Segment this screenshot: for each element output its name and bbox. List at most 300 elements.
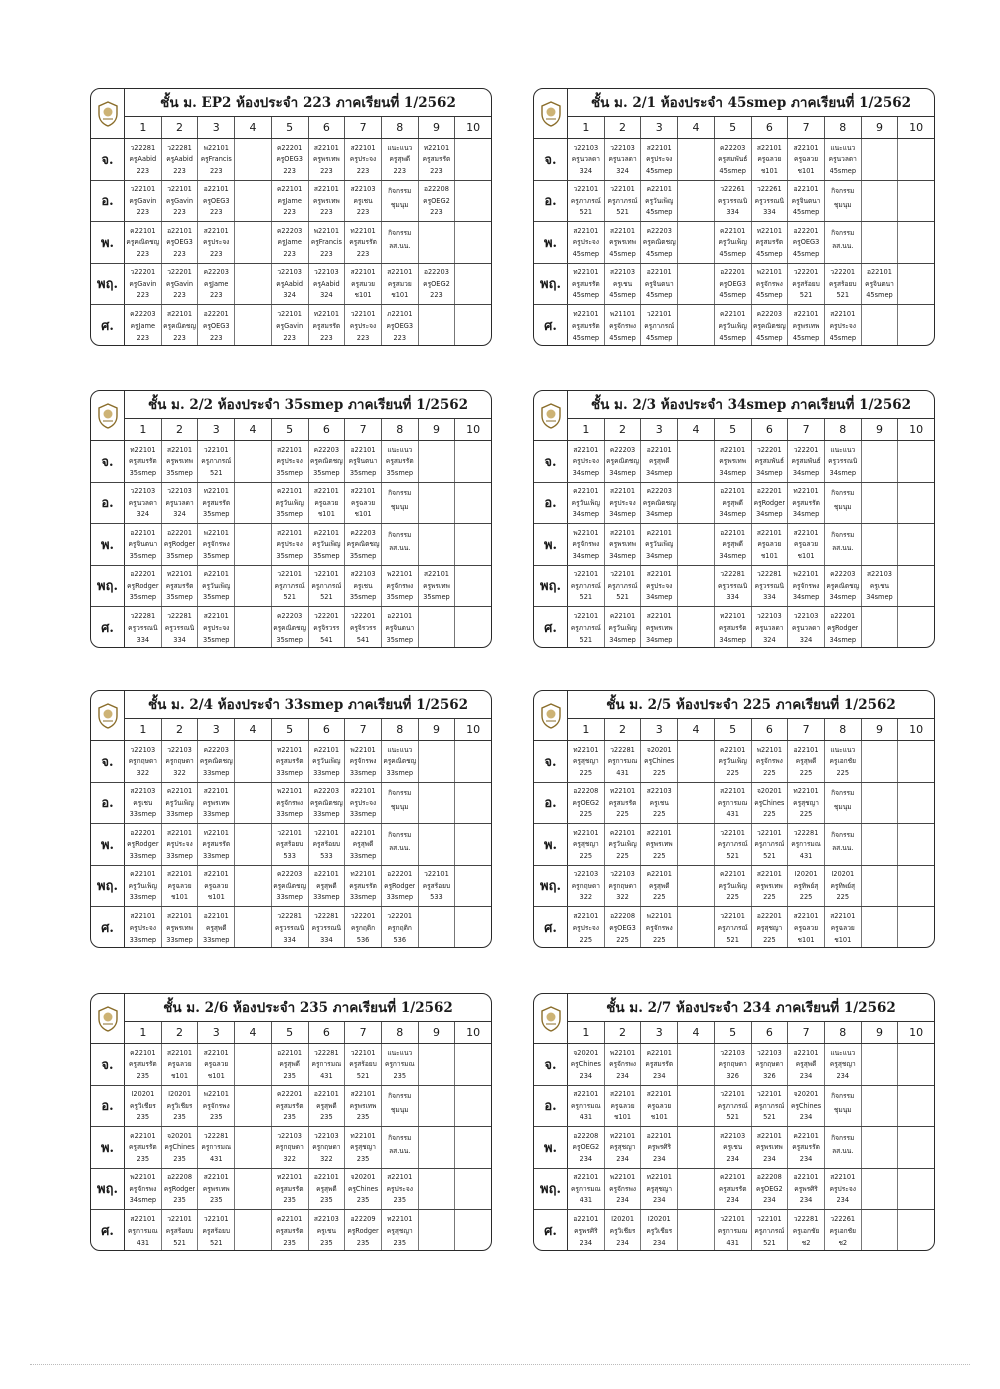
cell-text: 324 — [579, 166, 593, 175]
cell-text: 431 — [136, 1238, 150, 1247]
cell-text: ส22101 — [130, 911, 156, 920]
cell-text: อ22201 — [167, 528, 193, 537]
cell-text: 521 — [356, 1071, 370, 1080]
cell-text: ครูภาภรณ์ — [607, 581, 638, 590]
cell-text: 45smep — [646, 333, 673, 342]
cell-text: 235 — [356, 1196, 370, 1205]
card-title: ชั้น ม. EP2 ห้องประจำ 223 ภาคเรียนที่ 1/2562 — [125, 89, 491, 117]
cell-text: 235 — [136, 1113, 150, 1122]
cell-text: 234 — [652, 1071, 666, 1080]
period-number: 4 — [678, 117, 715, 138]
cell-text: ครูกฤษดา — [718, 1060, 747, 1069]
cell-text: 431 — [579, 1113, 593, 1122]
day-row — [91, 181, 491, 223]
cell-text: ครูสุพดี — [795, 757, 817, 766]
timetable-cell — [752, 441, 789, 482]
cell-text: 234 — [726, 1154, 739, 1163]
cell-text: 45smep — [829, 166, 857, 175]
cell-text: ว22281 — [167, 611, 192, 620]
cell-text: 34smep — [572, 468, 600, 477]
cell-text: อ22201 — [756, 487, 782, 496]
cell-text: ส22103 — [720, 1131, 746, 1140]
timetable-cell — [382, 1044, 419, 1085]
cell-text: ช101 — [614, 1113, 632, 1122]
cell-text: ครูนวลดา — [608, 155, 637, 164]
cell-text: ครูAabid — [313, 279, 340, 288]
cell-text: ท22101 — [793, 787, 819, 796]
cell-text: อ22101 — [793, 1048, 819, 1057]
day-label: พ. — [534, 524, 568, 565]
cell-text: 33smep — [129, 810, 157, 819]
cell-text: 225 — [836, 768, 850, 777]
timetable-cell — [641, 305, 678, 346]
timetable-cell — [825, 1210, 862, 1251]
cell-text: ว22101 — [757, 828, 782, 837]
cell-text: ครูวิเชียร — [166, 1101, 193, 1110]
cell-text: ว22201 — [314, 611, 339, 620]
cell-text: ส22103 — [350, 185, 376, 194]
period-number: 6 — [752, 719, 789, 740]
cell-text: แนะแนว — [830, 445, 856, 454]
timetable-cell — [198, 181, 235, 222]
cell-text: พ22101 — [203, 143, 229, 152]
cell-text: 225 — [836, 893, 850, 902]
cell-text: ครูพรเทพ — [202, 1184, 230, 1193]
cell-text: ชุมนุม — [833, 1105, 852, 1114]
cell-text: 34smep — [829, 468, 857, 477]
cell-text: ครูOEG3 — [792, 238, 820, 247]
timetable-cell — [309, 524, 346, 565]
day-label: อ. — [91, 181, 125, 222]
cell-text: 234 — [799, 1113, 813, 1122]
timetable-cell — [455, 1210, 491, 1251]
timetable-cell — [862, 441, 899, 482]
day-row — [91, 1086, 491, 1128]
cell-text: 235 — [320, 1196, 333, 1205]
timetable-cell — [455, 607, 491, 648]
cell-text: 223 — [430, 166, 443, 175]
cell-text: ว22101 — [573, 570, 599, 579]
timetable-cell — [382, 741, 419, 782]
cell-text: 326 — [726, 1071, 739, 1080]
cell-text: ว22101 — [277, 570, 302, 579]
period-number: 3 — [198, 419, 235, 440]
timetable-cell — [825, 566, 862, 607]
timetable-cell — [309, 222, 346, 263]
cell-text: ค22203 — [203, 745, 229, 754]
cell-text: ส22101 — [573, 445, 599, 454]
cell-text: อ22208 — [424, 185, 449, 194]
cell-text: 225 — [579, 768, 593, 777]
timetable-card — [90, 390, 492, 648]
cell-text: 431 — [579, 1196, 593, 1205]
cell-text: ช101 — [354, 510, 372, 519]
cell-text: ครูประจง — [572, 457, 599, 466]
timetable-cell — [862, 907, 899, 948]
timetable-cell — [419, 524, 456, 565]
cell-text: 34smep — [866, 593, 893, 602]
cell-text: ลส.นน. — [832, 844, 854, 853]
timetable-cell — [309, 866, 346, 907]
period-number: 7 — [345, 1022, 382, 1043]
period-number: 9 — [862, 419, 899, 440]
timetable-cell — [198, 1086, 235, 1127]
cell-text: ส22101 — [350, 143, 376, 152]
period-number: 3 — [641, 719, 678, 740]
cell-text: กิจกรรม — [388, 1092, 412, 1101]
timetable-cell — [309, 907, 346, 948]
timetable-cell — [125, 607, 162, 648]
timetable-cell — [125, 866, 162, 907]
cell-text: แนะแนว — [830, 1048, 856, 1057]
period-number: 4 — [678, 1022, 715, 1043]
cell-text: 234 — [726, 1196, 739, 1205]
cell-text: อ22101 — [167, 226, 193, 235]
cell-text: 223 — [136, 333, 150, 342]
timetable-cell — [345, 907, 382, 948]
timetable-cell — [605, 1086, 642, 1127]
timetable-cell — [309, 181, 346, 222]
timetable-cell — [788, 907, 825, 948]
cell-text: กิจกรรม — [388, 830, 412, 839]
cell-text: 234 — [616, 1071, 629, 1080]
card-header — [91, 691, 491, 741]
cell-text: ครูAabid — [129, 155, 157, 164]
timetable-cell — [309, 305, 346, 346]
cell-text: พ22101 — [387, 570, 413, 579]
cell-text: ครูจินตนา — [348, 457, 378, 466]
timetable-cell — [382, 441, 419, 482]
cell-text: กิจกรรม — [831, 1133, 855, 1142]
cell-text: 223 — [320, 208, 333, 217]
cell-text: อ22201 — [830, 611, 856, 620]
cell-text: พ22101 — [203, 1090, 229, 1099]
cell-text: ส22101 — [203, 870, 229, 879]
timetable-cell — [752, 907, 789, 948]
cell-text: ครูสร้อยบ — [275, 840, 304, 849]
timetable-cell — [898, 1044, 934, 1085]
timetable-cell — [198, 139, 235, 180]
cell-text: ว22103 — [314, 1131, 339, 1140]
cell-text: 223 — [136, 291, 150, 300]
period-number: 1 — [568, 117, 605, 138]
cell-text: ครูเชน — [869, 581, 890, 590]
cell-text: ท22101 — [350, 870, 376, 879]
cell-text: 223 — [320, 166, 333, 175]
cell-text: ครูจักรพง — [609, 1184, 637, 1193]
day-row — [534, 1169, 934, 1211]
timetable-cell — [272, 264, 309, 305]
timetable-cell — [162, 524, 199, 565]
timetable-cell — [678, 139, 715, 180]
cell-text: พ22101 — [793, 570, 819, 579]
timetable-cell — [788, 1210, 825, 1251]
timetable-cell — [162, 483, 199, 524]
day-label: อ. — [91, 483, 125, 524]
cell-text: 334 — [726, 208, 739, 217]
timetable-cell — [162, 1044, 199, 1085]
timetable-cell — [678, 1210, 715, 1251]
cell-text: ว22101 — [350, 309, 376, 318]
cell-text: ครูJame — [130, 321, 156, 330]
cell-text: ส22101 — [720, 787, 746, 796]
cell-text: 225 — [763, 935, 776, 944]
cell-text: ค22101 — [276, 185, 303, 194]
timetable-cell — [125, 1044, 162, 1085]
timetable-cell — [309, 783, 346, 824]
cell-text: ครูสมรรัต — [275, 1226, 304, 1235]
timetable-cell — [235, 181, 272, 222]
day-label: พ. — [534, 824, 568, 865]
cell-text: ครูประจง — [276, 457, 303, 466]
cell-text: 35smep — [129, 593, 157, 602]
cell-text: ว22261 — [757, 185, 782, 194]
timetable-cell — [605, 566, 642, 607]
cell-text: ชุมนุม — [833, 502, 852, 511]
day-label: พ. — [91, 524, 125, 565]
cell-text: 234 — [799, 1196, 813, 1205]
timetable-cell — [235, 1127, 272, 1168]
timetable-cell — [568, 1127, 605, 1168]
cell-text: ค22101 — [130, 870, 156, 879]
cell-text: 431 — [799, 851, 813, 860]
cell-text: ครูภาภรณ์ — [607, 196, 638, 205]
cell-text: อ22101 — [387, 611, 413, 620]
day-row — [534, 741, 934, 783]
cell-text: 234 — [799, 1071, 813, 1080]
cell-text: 223 — [136, 166, 150, 175]
cell-text: ค22203 — [313, 445, 340, 454]
day-row — [91, 483, 491, 525]
timetable-cell — [198, 441, 235, 482]
timetable-cell — [678, 483, 715, 524]
cell-text: กิจกรรม — [388, 489, 412, 498]
timetable-cell — [309, 1210, 346, 1251]
cell-text: 235 — [173, 1196, 186, 1205]
timetable-cell — [345, 441, 382, 482]
period-number: 3 — [641, 419, 678, 440]
cell-text: ครูการมณ — [791, 840, 821, 849]
timetable-cell — [272, 1127, 309, 1168]
cell-text: ครูจิรวรร — [349, 623, 377, 632]
timetable-cell — [382, 907, 419, 948]
period-number: 9 — [419, 1022, 456, 1043]
cell-text: ส22101 — [167, 870, 193, 879]
timetable-cell — [605, 1210, 642, 1251]
cell-text: ครูเชน — [353, 581, 373, 590]
timetable-cell — [382, 607, 419, 648]
cell-text: ครูสุพดี — [316, 881, 337, 890]
timetable-cell — [162, 824, 199, 865]
cell-text: 334 — [726, 593, 739, 602]
cell-text: 235 — [393, 1071, 407, 1080]
period-number: 2 — [605, 117, 642, 138]
timetable-cell — [455, 907, 491, 948]
timetable-cell — [419, 1044, 456, 1085]
day-label: พฤ. — [534, 566, 568, 607]
cell-text: 334 — [763, 593, 776, 602]
day-label: ศ. — [534, 305, 568, 346]
timetable-cell — [568, 1169, 605, 1210]
cell-text: ครูRodger — [163, 1184, 196, 1193]
cell-text: ลส.นน. — [389, 1147, 411, 1156]
timetable-cell — [272, 783, 309, 824]
cell-text: 324 — [320, 291, 333, 300]
day-row — [91, 222, 491, 264]
timetable-cell — [752, 305, 789, 346]
cell-text: ท22101 — [793, 487, 819, 496]
timetable-cell — [752, 824, 789, 865]
timetable-cell — [125, 783, 162, 824]
cell-text: ครูพรเทพ — [609, 540, 636, 549]
cell-text: ครูกฤษดา — [275, 1143, 304, 1152]
cell-text: 322 — [579, 893, 593, 902]
timetable-cell — [272, 441, 309, 482]
cell-text: ครูสมรรัต — [202, 498, 231, 507]
cell-text: 431 — [209, 1154, 223, 1163]
timetable-cell — [382, 181, 419, 222]
period-number: 1 — [125, 719, 162, 740]
cell-text: 45smep — [646, 208, 673, 217]
timetable-cell — [862, 139, 899, 180]
cell-text: ว22103 — [167, 745, 192, 754]
cell-text: ครูพรศิริ — [574, 1226, 598, 1235]
day-row — [534, 483, 934, 525]
timetable-cell — [788, 264, 825, 305]
timetable-cell — [345, 139, 382, 180]
period-number: 1 — [125, 419, 162, 440]
timetable-cell — [715, 866, 752, 907]
period-number: 7 — [788, 719, 825, 740]
timetable-cell — [272, 566, 309, 607]
timetable-cell — [605, 907, 642, 948]
timetable-cell — [641, 264, 678, 305]
timetable-cell — [272, 866, 309, 907]
day-label: ศ. — [91, 305, 125, 346]
cell-text: ครูจักรพง — [645, 923, 673, 932]
timetable-cell — [788, 824, 825, 865]
cell-text: ท22101 — [573, 745, 599, 754]
cell-text: ส22101 — [756, 528, 782, 537]
day-row — [91, 1210, 491, 1251]
cell-text: ส22101 — [203, 1173, 229, 1182]
cell-text: ว22281 — [130, 143, 156, 152]
cell-text: 45smep — [866, 291, 893, 300]
cell-text: ครูการมณ — [384, 1060, 415, 1069]
timetable-cell — [455, 824, 491, 865]
cell-text: ว22281 — [130, 611, 156, 620]
cell-text: ท22101 — [720, 611, 746, 620]
cell-text: 33smep — [276, 810, 303, 819]
timetable-cell — [272, 1169, 309, 1210]
cell-text: ครูChines — [347, 1184, 379, 1193]
cell-text: ครูสร้อยบ — [422, 881, 451, 890]
cell-text: ครูวันเพ็ญ — [312, 757, 341, 766]
cell-text: 35smep — [276, 468, 303, 477]
cell-text: ครูสมรรัต — [275, 1101, 304, 1110]
cell-text: ส22101 — [793, 309, 819, 318]
cell-text: 223 — [173, 291, 186, 300]
cell-text: ลส.นน. — [832, 544, 854, 553]
period-number: 10 — [909, 423, 924, 436]
cell-text: 34smep — [646, 468, 673, 477]
cell-text: ส22101 — [167, 911, 193, 920]
timetable-cell — [345, 1169, 382, 1210]
timetable-cell — [198, 824, 235, 865]
cell-text: ว22201 — [793, 268, 819, 277]
cell-text: ท22101 — [350, 1131, 376, 1140]
period-number: 3 — [641, 117, 678, 138]
cell-text: ส22101 — [313, 185, 339, 194]
cell-text: ส22101 — [313, 487, 339, 496]
timetable-cell — [825, 441, 862, 482]
cell-text: ครูวันเพ็ญ — [718, 881, 747, 890]
cell-text: ครูGavin — [129, 196, 157, 205]
cell-text: อ22101 — [277, 1048, 303, 1057]
timetable-cell — [345, 483, 382, 524]
day-label: จ. — [91, 441, 125, 482]
cell-text: 234 — [763, 1154, 776, 1163]
cell-text: ครูภาภรณ์ — [754, 1226, 785, 1235]
timetable-cell — [605, 1044, 642, 1085]
period-number: 2 — [162, 117, 199, 138]
cell-text: ค22203 — [646, 226, 672, 235]
cell-text: ครูวันเพ็ญ — [608, 623, 637, 632]
cell-text: 33smep — [166, 810, 193, 819]
timetable-cell — [419, 907, 456, 948]
timetable-cell — [752, 264, 789, 305]
cell-text: ว22103 — [130, 487, 156, 496]
cell-text: ครูสุชญา — [829, 1060, 856, 1069]
cell-text: ว22281 — [314, 911, 339, 920]
cell-text: 35smep — [423, 593, 450, 602]
timetable-card — [533, 390, 935, 648]
cell-text: ค22203 — [313, 787, 340, 796]
timetable-cell — [568, 1044, 605, 1085]
timetable-cell — [605, 264, 642, 305]
cell-text: ครูจักรพง — [202, 1101, 230, 1110]
cell-text: ครูนวลดา — [165, 498, 194, 507]
cell-text: อ22101 — [720, 528, 746, 537]
day-label: จ. — [91, 139, 125, 180]
timetable-cell — [678, 566, 715, 607]
cell-text: ครูสุพดี — [795, 1060, 817, 1069]
timetable-cell — [715, 824, 752, 865]
day-row — [91, 866, 491, 908]
cell-text: ครูสมรรัต — [608, 798, 637, 807]
cell-text: ค22203 — [609, 445, 636, 454]
timetable-cell — [419, 483, 456, 524]
cell-text: อ22208 — [573, 787, 599, 796]
cell-text: I20201 — [611, 1214, 635, 1223]
cell-text: ว22101 — [203, 1214, 229, 1223]
cell-text: 223 — [283, 208, 296, 217]
cell-text: อ22201 — [756, 911, 782, 920]
cell-text: ครูChines — [790, 1101, 822, 1110]
timetable-cell — [309, 1127, 346, 1168]
timetable-cell — [455, 1086, 491, 1127]
timetable-cell — [825, 305, 862, 346]
cell-text: อ22208 — [610, 911, 636, 920]
cell-text: ครูสมรรัต — [385, 457, 414, 466]
cell-text: ส22101 — [573, 1173, 599, 1182]
cell-text: 35smep — [203, 593, 230, 602]
cell-text: ครูสมรรัต — [792, 498, 820, 507]
timetable-cell — [382, 1086, 419, 1127]
cell-text: ครูเชน — [612, 279, 633, 288]
day-label: จ. — [534, 741, 568, 782]
cell-text: พ22101 — [277, 787, 303, 796]
